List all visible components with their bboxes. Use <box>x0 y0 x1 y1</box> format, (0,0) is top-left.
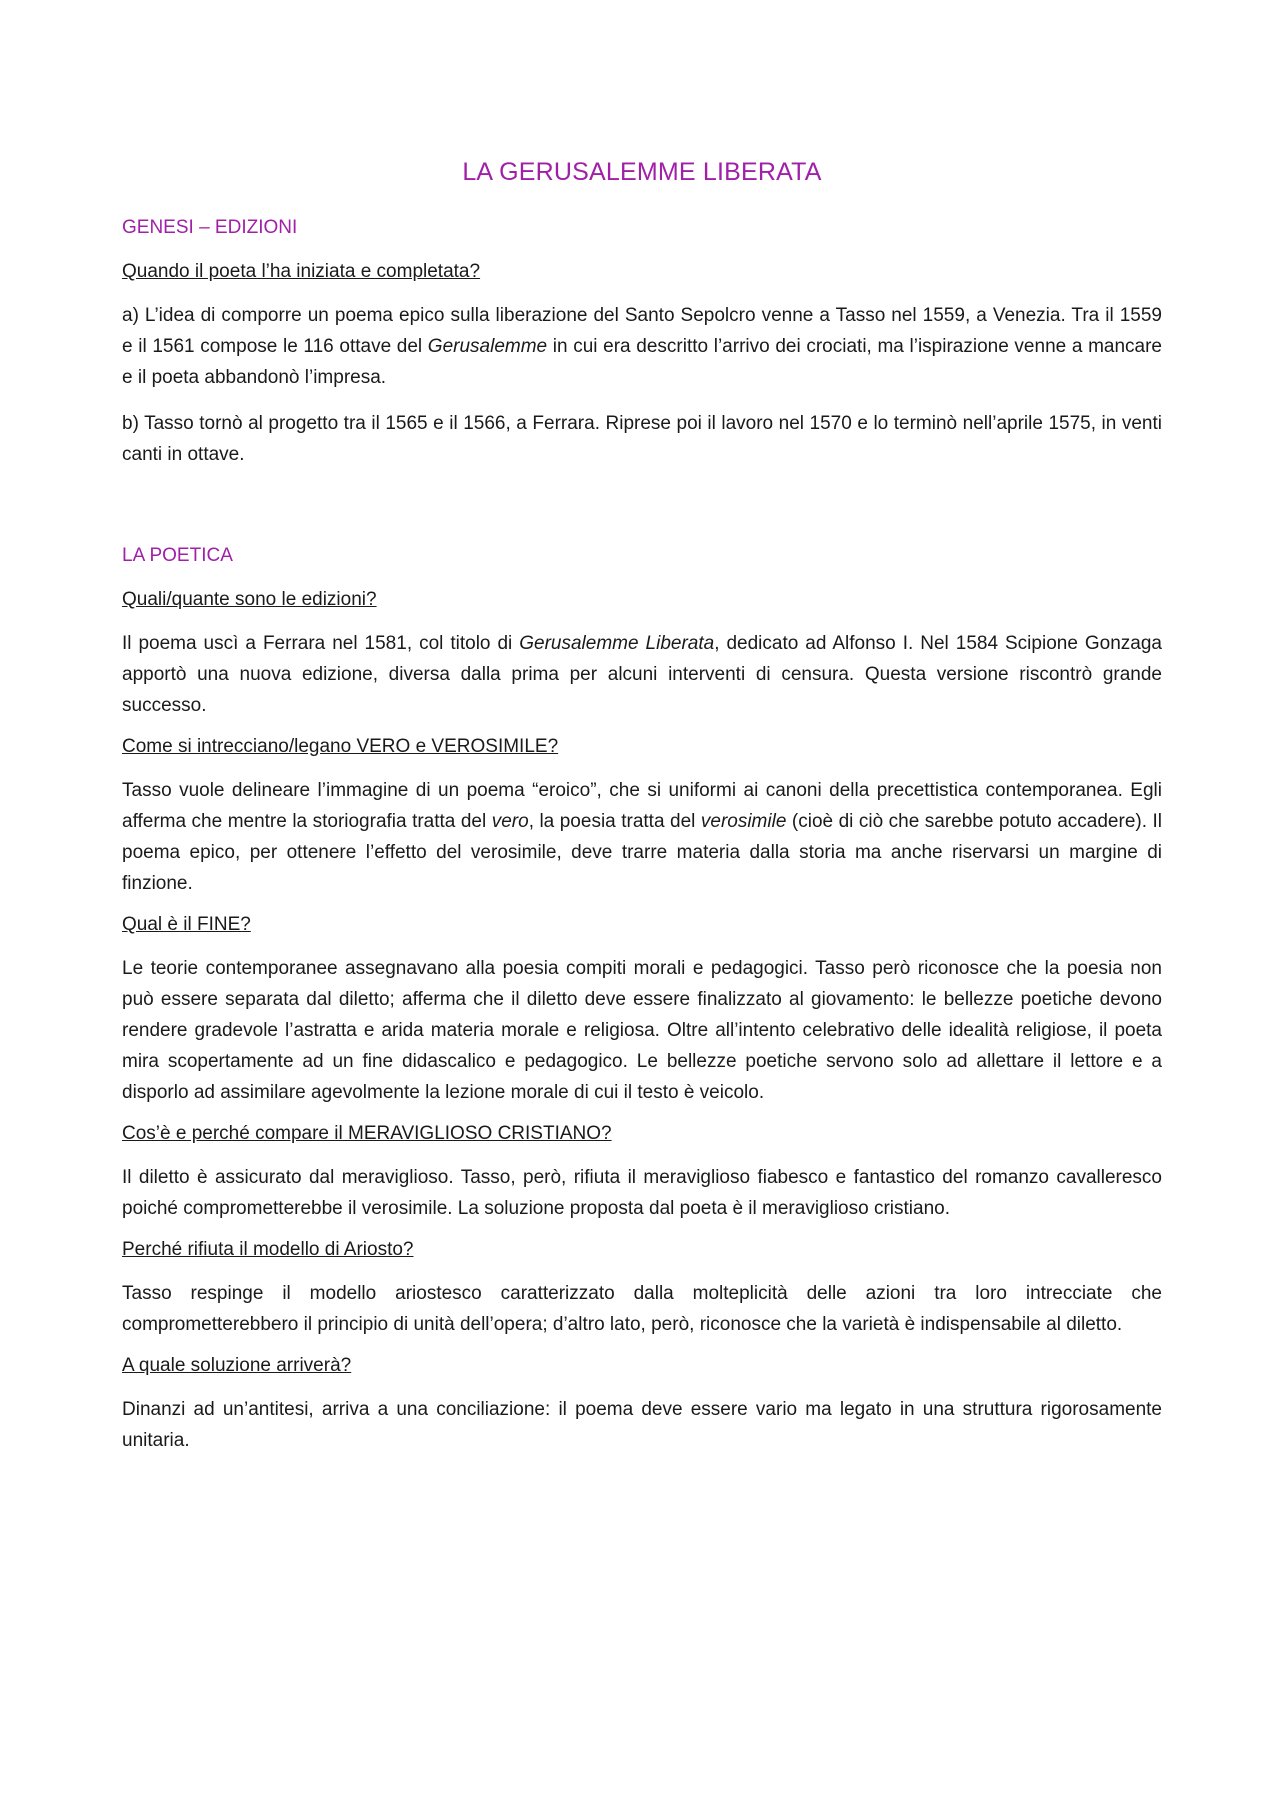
section-spacer <box>122 485 1162 545</box>
text-run: in cui era descritto l’arrivo dei crociati, ma l’ispirazione venne a mancare e il poeta abbandonò l’impresa. <box>122 336 1162 388</box>
text-run: Dinanzi ad un’antitesi, arriva a una conciliazione: il poema deve essere vario ma legato in una struttura rigorosamente unitaria. <box>122 1399 1162 1451</box>
text-run: Il poema uscì a Ferrara nel 1581, col titolo di <box>122 633 520 654</box>
text-run: b) Tasso tornò al progetto tra il 1565 e il 1566, a Ferrara. Riprese poi il lavoro nel 1570 e lo terminò nell’aprile 1575, in venti canti in ottave. <box>122 413 1162 465</box>
document-title: LA GERUSALEMME LIBERATA <box>462 158 822 186</box>
text-run: Tasso vuole delineare l’immagine di un poema “eroico”, che si uniformi ai canoni della precettistica contemporanea. Egli afferma che mentre la storiografia tratta del <box>122 780 1162 832</box>
text-run: a) L’idea di comporre un poema epico sulla liberazione del Santo Sepolcro venne a Tasso nel 1559, a Venezia. Tra il 1559 e il 1561 compose le 116 ottave del <box>122 305 1162 357</box>
text-run: Le teorie contemporanee assegnavano alla poesia compiti morali e pedagogici. Tasso però riconosce che la poesia non può essere separata dal diletto; afferma che il diletto deve essere finalizzato al giovamento: le bellezze poetiche devono rendere gradevole l’astratta e arida materia morale e religiosa. Oltre all’intento celebrativo delle idealità religiose, il poeta mira scopertamente ad un fine didascalico e pedagogico. Le bellezze poetiche servono solo ad allettare il lettore e a disporlo ad assimilare agevolmente la lezione morale di cui il testo è veicolo. <box>122 958 1162 1103</box>
question-heading: Quando il poeta l’ha iniziata e completata? <box>122 261 481 282</box>
answer-paragraph <box>122 1162 1162 1224</box>
italic-text: verosimile <box>700 811 787 832</box>
text-run: (cioè di ciò che sarebbe potuto accadere). Il poema epico, per ottenere l’effetto del verosimile, deve trarre materia dalla storia ma anche riservarsi un margine di finzione. <box>122 811 1162 894</box>
answer-paragraph <box>122 1394 1162 1456</box>
section-heading: LA POETICA <box>122 545 233 566</box>
answer-paragraph <box>122 1278 1162 1340</box>
text-run: , la poesia tratta del <box>528 811 701 832</box>
text-run: , dedicato ad Alfonso I. Nel 1584 Scipione Gonzaga apportò una nuova edizione, diversa dalla prima per alcuni interventi di censura. Questa versione riscontrò grande successo. <box>122 633 1162 716</box>
question-heading: Come si intrecciano/legano VERO e VEROSIMILE? <box>122 736 559 757</box>
question-heading: Quali/quante sono le edizioni? <box>122 589 377 610</box>
question-heading: Qual è il FINE? <box>122 914 251 935</box>
answer-paragraph <box>122 628 1162 721</box>
italic-text: vero <box>491 811 529 832</box>
document-page <box>122 150 1162 1471</box>
answer-paragraph <box>122 300 1162 393</box>
section-heading: GENESI – EDIZIONI <box>122 217 298 238</box>
question-heading: Perché rifiuta il modello di Ariosto? <box>122 1239 414 1260</box>
question-heading: A quale soluzione arriverà? <box>122 1355 352 1376</box>
answer-paragraph <box>122 775 1162 899</box>
text-run: Tasso respinge il modello ariostesco caratterizzato dalla molteplicità delle azioni tra loro intrecciate che comprometterebbero il principio di unità dell’opera; d’altro lato, però, riconosce che la varietà è indispensabile al diletto. <box>122 1283 1162 1335</box>
document-content <box>122 217 1162 1456</box>
answer-paragraph <box>122 408 1162 470</box>
italic-text: Gerusalemme Liberata <box>519 633 715 654</box>
question-heading: Cos’è e perché compare il MERAVIGLIOSO CRISTIANO? <box>122 1123 612 1144</box>
text-run: Il diletto è assicurato dal meraviglioso. Tasso, però, rifiuta il meraviglioso fiabesco e fantastico del romanzo cavalleresco poiché comprometterebbe il verosimile. La soluzione proposta dal poeta è il meraviglioso cristiano. <box>122 1167 1162 1219</box>
italic-text: Gerusalemme <box>427 336 548 357</box>
answer-paragraph <box>122 953 1162 1108</box>
